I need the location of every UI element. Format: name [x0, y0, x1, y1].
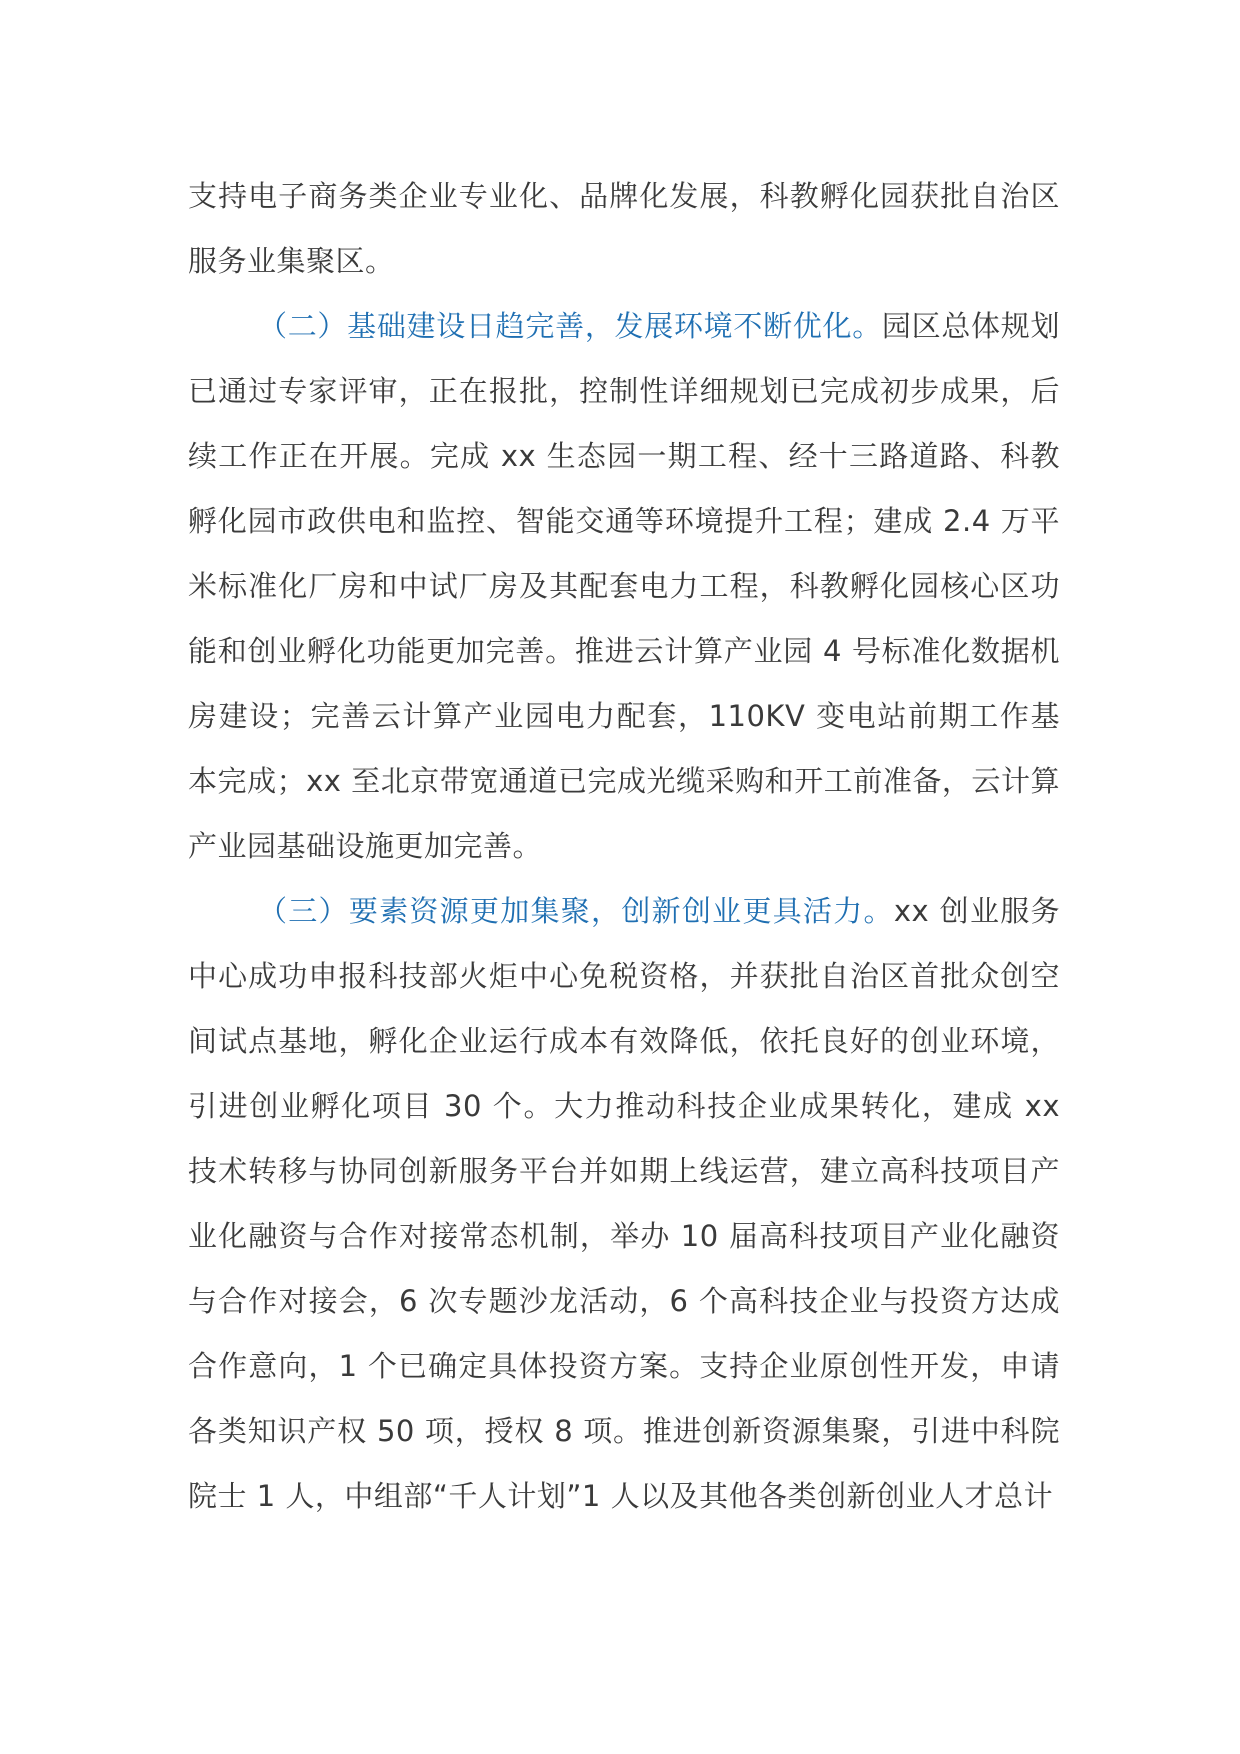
section-heading: （三）要素资源更加集聚，创新创业更具活力。	[258, 894, 894, 928]
paragraph-section-3	[188, 879, 1060, 1529]
paragraph-text: xx 创业服务中心成功申报科技部火炬中心免税资格，并获批自治区首批众创空间试点基地，孵化企业运行成本有效降低，依托良好的创业环境，引进创业孵化项目 30 个。大力推动科技企业成果转化，建成 xx 技术转移与协同创新服务平台并如期上线运营，建立高科技项目产业化融资与合作对接常态机制，举办 10 届高科技项目产业化融资与合作对接会，6 次专题沙龙活动，6 个高科技企业与投资方达成合作意向，1 个已确定具体投资方案。支持企业原创性开发，申请各类知识产权 50 项，授权 8 项。推进创新资源集聚，引进中科院院士 1 人，中组部“千人计划”1 人以及其他各类创新创业人才总计	[188, 894, 1060, 1513]
section-heading: （二）基础建设日趋完善，发展环境不断优化。	[258, 309, 882, 343]
paragraph-text: 支持电子商务类企业专业化、品牌化发展，科教孵化园获批自治区服务业集聚区。	[188, 179, 1060, 278]
paragraph-continuation	[188, 164, 1060, 294]
paragraph-section-2	[188, 294, 1060, 879]
paragraph-text: 园区总体规划已通过专家评审，正在报批，控制性详细规划已完成初步成果，后续工作正在开展。完成 xx 生态园一期工程、经十三路道路、科教孵化园市政供电和监控、智能交通等环境提升工程；建成 2.4 万平米标准化厂房和中试厂房及其配套电力工程，科教孵化园核心区功能和创业孵化功能更加完善。推进云计算产业园 4 号标准化数据机房建设；完善云计算产业园电力配套，110KV 变电站前期工作基本完成；xx 至北京带宽通道已完成光缆采购和开工前准备，云计算产业园基础设施更加完善。	[188, 309, 1060, 863]
document-body	[188, 164, 1060, 1529]
